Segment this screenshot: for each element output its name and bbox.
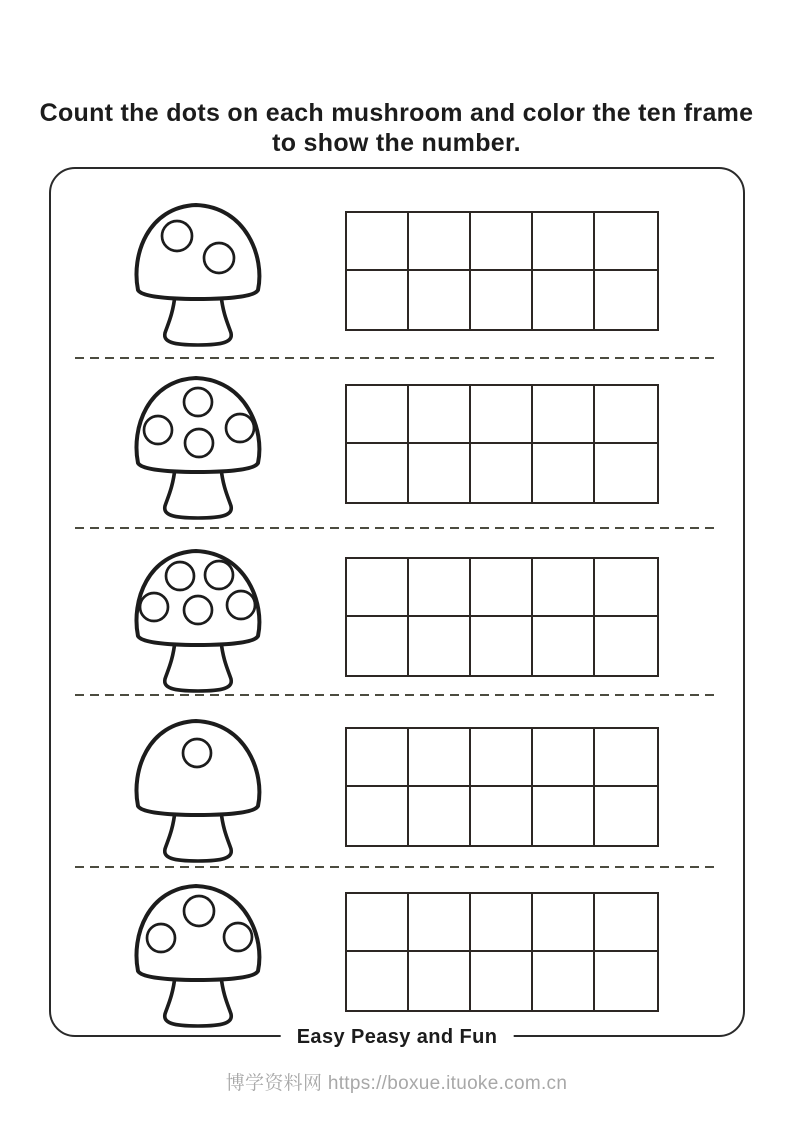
ten-frame-cell (347, 444, 409, 502)
worksheet-row (51, 528, 743, 695)
mushroom-dot (147, 924, 175, 952)
ten-frame-cell (347, 271, 409, 329)
ten-frame-cell (471, 271, 533, 329)
ten-frame-cell (471, 213, 533, 271)
mushroom-cap (136, 205, 259, 299)
mushroom-dot (227, 591, 255, 619)
ten-frame-cell (471, 787, 533, 845)
ten-frame-cell (533, 729, 595, 787)
ten-frame (345, 211, 659, 331)
ten-frame-cell (347, 729, 409, 787)
worksheet-row (51, 169, 743, 358)
mushroom-dot (140, 593, 168, 621)
mushroom-stem (165, 468, 231, 518)
ten-frame (345, 892, 659, 1012)
ten-frame-cell (533, 386, 595, 444)
ten-frame-cell (595, 729, 657, 787)
mushroom-dot (184, 596, 212, 624)
worksheet-row (51, 695, 743, 867)
mushroom-stem (165, 811, 231, 861)
worksheet-frame (49, 167, 745, 1048)
ten-frame (345, 384, 659, 504)
ten-frame-cell (595, 787, 657, 845)
ten-frame-cell (409, 894, 471, 952)
title-line-1: Count the dots on each mushroom and color the ten frame (39, 99, 754, 127)
worksheet-row (51, 358, 743, 528)
ten-frame-cell (347, 952, 409, 1010)
footer-label: Easy Peasy and Fun (281, 1026, 514, 1049)
ten-frame-cell (471, 386, 533, 444)
ten-frame-cell (595, 952, 657, 1010)
mushroom-dot (205, 561, 233, 589)
mushroom-dot (166, 562, 194, 590)
ten-frame-cell (409, 787, 471, 845)
mushroom-dot (184, 388, 212, 416)
mushroom-dot (162, 221, 192, 251)
ten-frame-cell (533, 444, 595, 502)
ten-frame-cell (595, 386, 657, 444)
ten-frame (345, 557, 659, 677)
ten-frame-cell (409, 386, 471, 444)
mushroom-stem (165, 976, 231, 1026)
ten-frame-cell (409, 952, 471, 1010)
mushroom-illustration (128, 368, 268, 520)
mushroom-dot (185, 429, 213, 457)
ten-frame-cell (595, 271, 657, 329)
mushroom-dot (183, 739, 211, 767)
ten-frame-cell (471, 729, 533, 787)
watermark-text: 博学资料网 https://boxue.ituoke.com.cn (225, 1073, 568, 1094)
mushroom-stem (165, 295, 231, 345)
ten-frame-cell (347, 787, 409, 845)
ten-frame-cell (347, 213, 409, 271)
ten-frame-cell (533, 617, 595, 675)
mushroom-dot (184, 896, 214, 926)
ten-frame-cell (409, 213, 471, 271)
ten-frame-cell (471, 617, 533, 675)
ten-frame-cell (347, 617, 409, 675)
ten-frame-cell (595, 444, 657, 502)
ten-frame-cell (409, 271, 471, 329)
ten-frame-cell (595, 894, 657, 952)
worksheet-rows (51, 169, 743, 1035)
ten-frame-cell (409, 559, 471, 617)
ten-frame-cell (347, 894, 409, 952)
mushroom-illustration (128, 876, 268, 1028)
mushroom-illustration (128, 195, 268, 347)
ten-frame-cell (471, 894, 533, 952)
title-line-2: to show the number. (272, 129, 521, 157)
ten-frame-cell (533, 213, 595, 271)
ten-frame-cell (533, 271, 595, 329)
ten-frame-cell (409, 444, 471, 502)
ten-frame-cell (347, 559, 409, 617)
ten-frame-cell (471, 444, 533, 502)
mushroom-illustration (128, 711, 268, 863)
worksheet-title (0, 98, 793, 158)
mushroom-dot (226, 414, 254, 442)
mushroom-dot (224, 923, 252, 951)
ten-frame-cell (595, 617, 657, 675)
worksheet-row (51, 867, 743, 1035)
ten-frame-cell (595, 559, 657, 617)
mushroom-stem (165, 641, 231, 691)
ten-frame-cell (409, 729, 471, 787)
ten-frame-cell (471, 559, 533, 617)
ten-frame-cell (595, 213, 657, 271)
ten-frame-cell (347, 386, 409, 444)
ten-frame-cell (471, 952, 533, 1010)
ten-frame-cell (533, 559, 595, 617)
mushroom-dot (144, 416, 172, 444)
mushroom-dots (183, 739, 211, 767)
ten-frame-cell (533, 787, 595, 845)
ten-frame (345, 727, 659, 847)
ten-frame-cell (409, 617, 471, 675)
ten-frame-cell (533, 894, 595, 952)
mushroom-illustration (128, 541, 268, 693)
ten-frame-cell (533, 952, 595, 1010)
mushroom-dot (204, 243, 234, 273)
